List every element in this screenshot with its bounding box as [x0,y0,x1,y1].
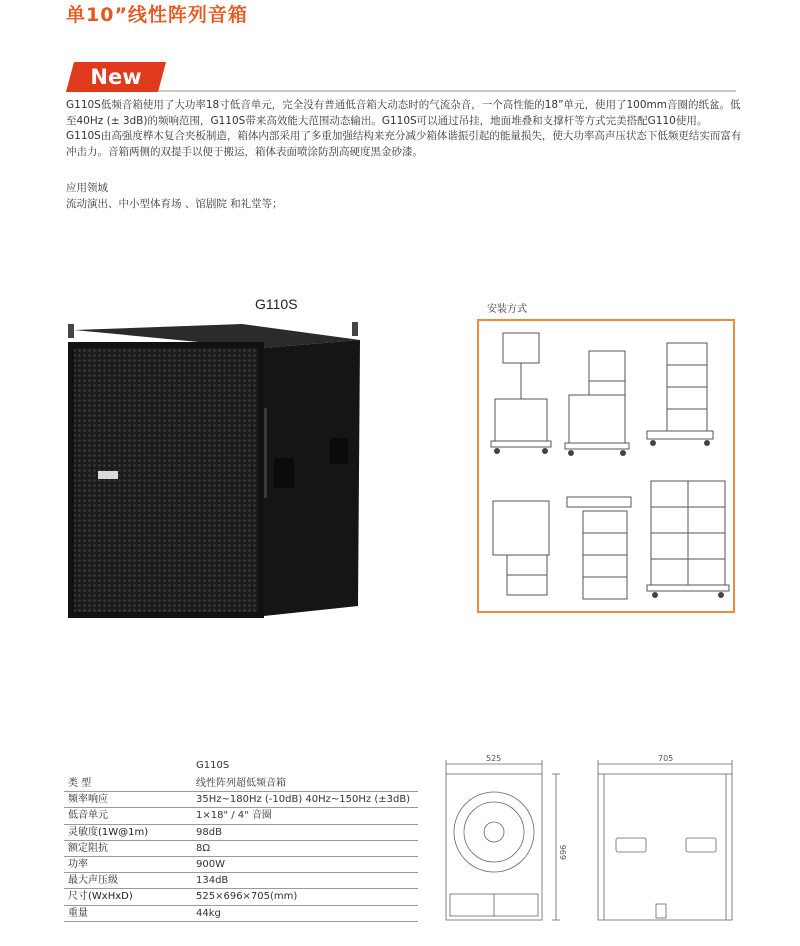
spec-key: 低音单元 [64,808,192,824]
installation-methods-panel [477,319,735,613]
spec-key: 额定阻抗 [64,840,192,856]
table-row [64,840,418,856]
table-row [64,889,418,905]
spec-value: 98dB [192,824,418,840]
divider [66,90,736,92]
table-row [64,905,418,921]
new-badge [66,62,166,92]
spec-key: 类 型 [64,776,192,792]
spec-value: 900W [192,856,418,872]
page-title: 单10”线性阵列音箱 [66,4,248,26]
spec-table [64,776,418,922]
spec-value: 44kg [192,905,418,921]
spec-value: 线性阵列超低频音箱 [192,776,418,792]
product-model-label: G110S [255,296,298,312]
application-section [66,180,283,212]
height-dimension: 696 [559,844,568,860]
badge-text: New [90,65,142,89]
spec-key: 频率响应 [64,792,192,808]
spec-key: 灵敏度(1W@1m) [64,824,192,840]
table-row [64,856,418,872]
side-depth-dimension: 705 [658,754,674,763]
spec-key: 最大声压级 [64,873,192,889]
spec-model-header: G110S [196,760,230,771]
description-paragraph-2: G110S由高强度桦木复合夹板制造，箱体内部采用了多重加强结构来充分减少箱体谐振引起的能量损失，使大功率高声压状态下低频更结实而富有冲击力。音箱两侧的双提手以便于搬运，箱体表面喷涂防刮高硬度黑金砂漆。 [66,130,742,158]
table-row [64,824,418,840]
spec-key: 功率 [64,856,192,872]
table-row [64,776,418,792]
spec-value: 134dB [192,873,418,889]
install-heading: 安装方式 [487,304,527,315]
table-row [64,808,418,824]
application-text: 流动演出、中小型体育场 、馆剧院 和礼堂等； [66,198,283,210]
description [66,98,746,160]
application-heading: 应用领域 [66,182,108,194]
spec-value: 525×696×705(mm) [192,889,418,905]
front-width-dimension: 525 [486,754,502,763]
table-row [64,792,418,808]
spec-value: 35Hz~180Hz (-10dB) 40Hz~150Hz (±3dB) [192,792,418,808]
table-row [64,873,418,889]
description-paragraph-1: G110S低频音箱使用了大功率18寸低音单元，完全没有普通低音箱大动态时的气流杂音，一个高性能的18”单元，使用了100mm音圈的纸盆。低至40Hz (± 3dB)的频响范围，G110S带来高效能大范围动态输出。G110S可以通过吊挂，地面堆叠和支撑杆等方式完美搭配G110使用。 [66,99,741,127]
spec-key: 重量 [64,905,192,921]
spec-value: 8Ω [192,840,418,856]
spec-value: 1×18" / 4" 音圈 [192,808,418,824]
dimension-drawings [438,752,758,932]
spec-key: 尺寸(WxHxD) [64,889,192,905]
speaker-image [62,318,362,618]
